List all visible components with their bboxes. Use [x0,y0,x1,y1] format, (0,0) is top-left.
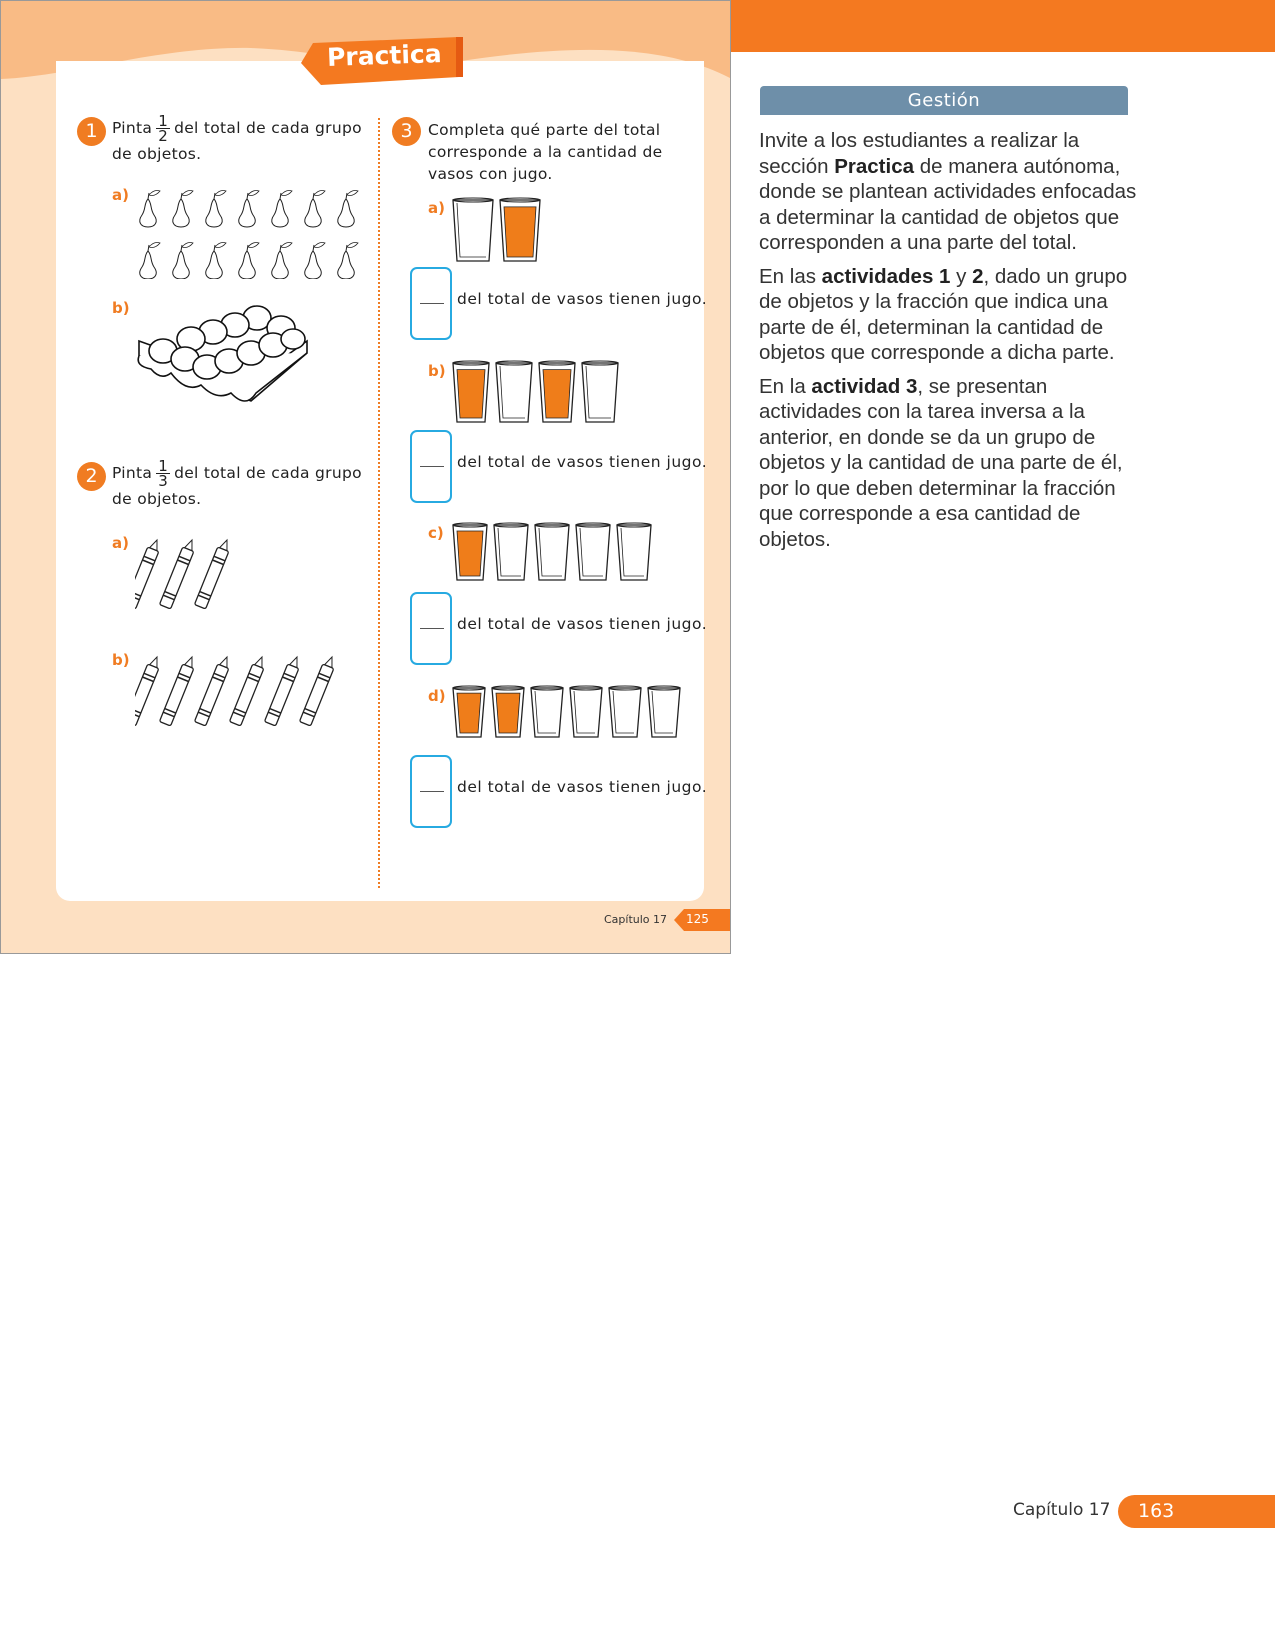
activity-number: 2 [77,462,106,491]
item-label: a) [112,186,129,204]
glass-with-juice-icon [538,360,576,424]
activity-number: 1 [77,117,106,146]
empty-glass-icon [575,522,611,582]
empty-glass-icon [530,685,564,739]
answer-text: del total de vasos tienen jugo. [457,290,708,308]
pear-icon[interactable] [272,243,292,280]
pear-icon[interactable] [239,191,259,228]
crayon-icon[interactable] [135,538,163,609]
pear-icon[interactable] [272,191,292,228]
gestion-paragraph: En la actividad 3, se presentan actividades con la tarea inversa a la anterior, en donde se da un grupo de objetos y la cantidad de una parte de él, por lo que deben determinar la fracción que corresponde a esa cantidad de objetos. [759,374,1123,551]
pear-icon[interactable] [305,243,325,280]
empty-glass-icon [493,522,529,582]
crayon-icon[interactable] [135,655,163,726]
empty-glass-icon [616,522,652,582]
footer-chapter: Capítulo 17 [1013,1500,1111,1520]
item-label: b) [428,362,446,380]
item-label: d) [428,687,446,705]
crayon-icon[interactable] [299,655,337,726]
column-divider [378,118,380,888]
glasses-group [452,685,681,739]
pear-icon[interactable] [173,191,193,228]
pear-icon[interactable] [206,243,226,280]
top-orange-bar [731,0,1275,52]
fraction-bar [420,791,444,792]
left-footer-page: 125 [686,912,709,926]
glass-with-juice-icon [452,360,490,424]
pear-icon[interactable] [140,243,160,280]
pear-icon[interactable] [173,243,193,280]
empty-glass-icon [495,360,533,424]
fraction-bar [420,466,444,467]
item-label: a) [428,199,445,217]
gestion-paragraph: En las actividades 1 y 2, dado un grupo de objetos y la fracción que indica una parte de él, determinan la cantidad de objetos que corresponde a dicha parte. [759,264,1128,364]
fraction-answer-box[interactable] [410,430,452,503]
pear-icon[interactable] [140,191,160,228]
crayon-icon[interactable] [194,538,232,609]
left-footer-chapter: Capítulo 17 [604,913,668,926]
item-label: c) [428,524,444,542]
answer-text: del total de vasos tienen jugo. [457,453,708,471]
pear-icon[interactable] [239,243,259,280]
gestion-text [759,128,1139,560]
activity-3-instruction: Completa qué parte del total corresponde a la cantidad de vasos con jugo. [428,121,663,183]
egg-carton-icon[interactable] [131,301,316,406]
gestion-paragraph: Invite a los estudiantes a realizar la sección Practica de manera autónoma, donde se plantean actividades enfocadas a determinar la cantidad de objetos que corresponden a una parte del total. [759,129,1137,254]
gestion-title: Gestión [760,86,1128,115]
glass-with-juice-icon [499,197,541,263]
glass-with-juice-icon [452,685,486,739]
empty-glass-icon [452,197,494,263]
pear-icon[interactable] [206,191,226,228]
empty-glass-icon [569,685,603,739]
section-title: Practica [326,39,443,72]
pear-icon[interactable] [305,191,325,228]
fraction-bar [420,303,444,304]
pears-group[interactable] [131,189,363,279]
crayons-group[interactable] [135,653,355,735]
empty-glass-icon [581,360,619,424]
glass-with-juice-icon [452,522,488,582]
fraction-answer-box[interactable] [410,592,452,665]
activity-1-instruction: Pinta $\frac{1}{2}$ del total de cada grupo de objetos. [112,112,362,163]
answer-text: del total de vasos tienen jugo. [457,615,708,633]
student-page [0,0,731,954]
footer-page-number: 163 [1118,1495,1275,1528]
empty-glass-icon [608,685,642,739]
item-label: b) [112,299,130,317]
crayon-icon[interactable] [159,538,197,609]
crayon-icon[interactable] [159,655,197,726]
empty-glass-icon [534,522,570,582]
fraction-answer-box[interactable] [410,267,452,340]
answer-text: del total de vasos tienen jugo. [457,778,708,796]
section-title-tab [301,37,463,83]
activity-2-instruction: Pinta $\frac{1}{3}$ del total de cada grupo de objetos. [112,457,362,508]
activity-number: 3 [392,117,421,146]
crayons-group[interactable] [135,536,255,618]
crayon-icon[interactable] [264,655,302,726]
item-label: b) [112,651,130,669]
pear-icon[interactable] [338,191,358,228]
empty-glass-icon [647,685,681,739]
item-label: a) [112,534,129,552]
crayon-icon[interactable] [229,655,267,726]
crayon-icon[interactable] [194,655,232,726]
fraction-answer-box[interactable] [410,755,452,828]
glasses-group [452,522,652,582]
fraction-bar [420,628,444,629]
glasses-group [452,360,619,424]
glass-with-juice-icon [491,685,525,739]
pear-icon[interactable] [338,243,358,280]
glasses-group [452,197,541,263]
